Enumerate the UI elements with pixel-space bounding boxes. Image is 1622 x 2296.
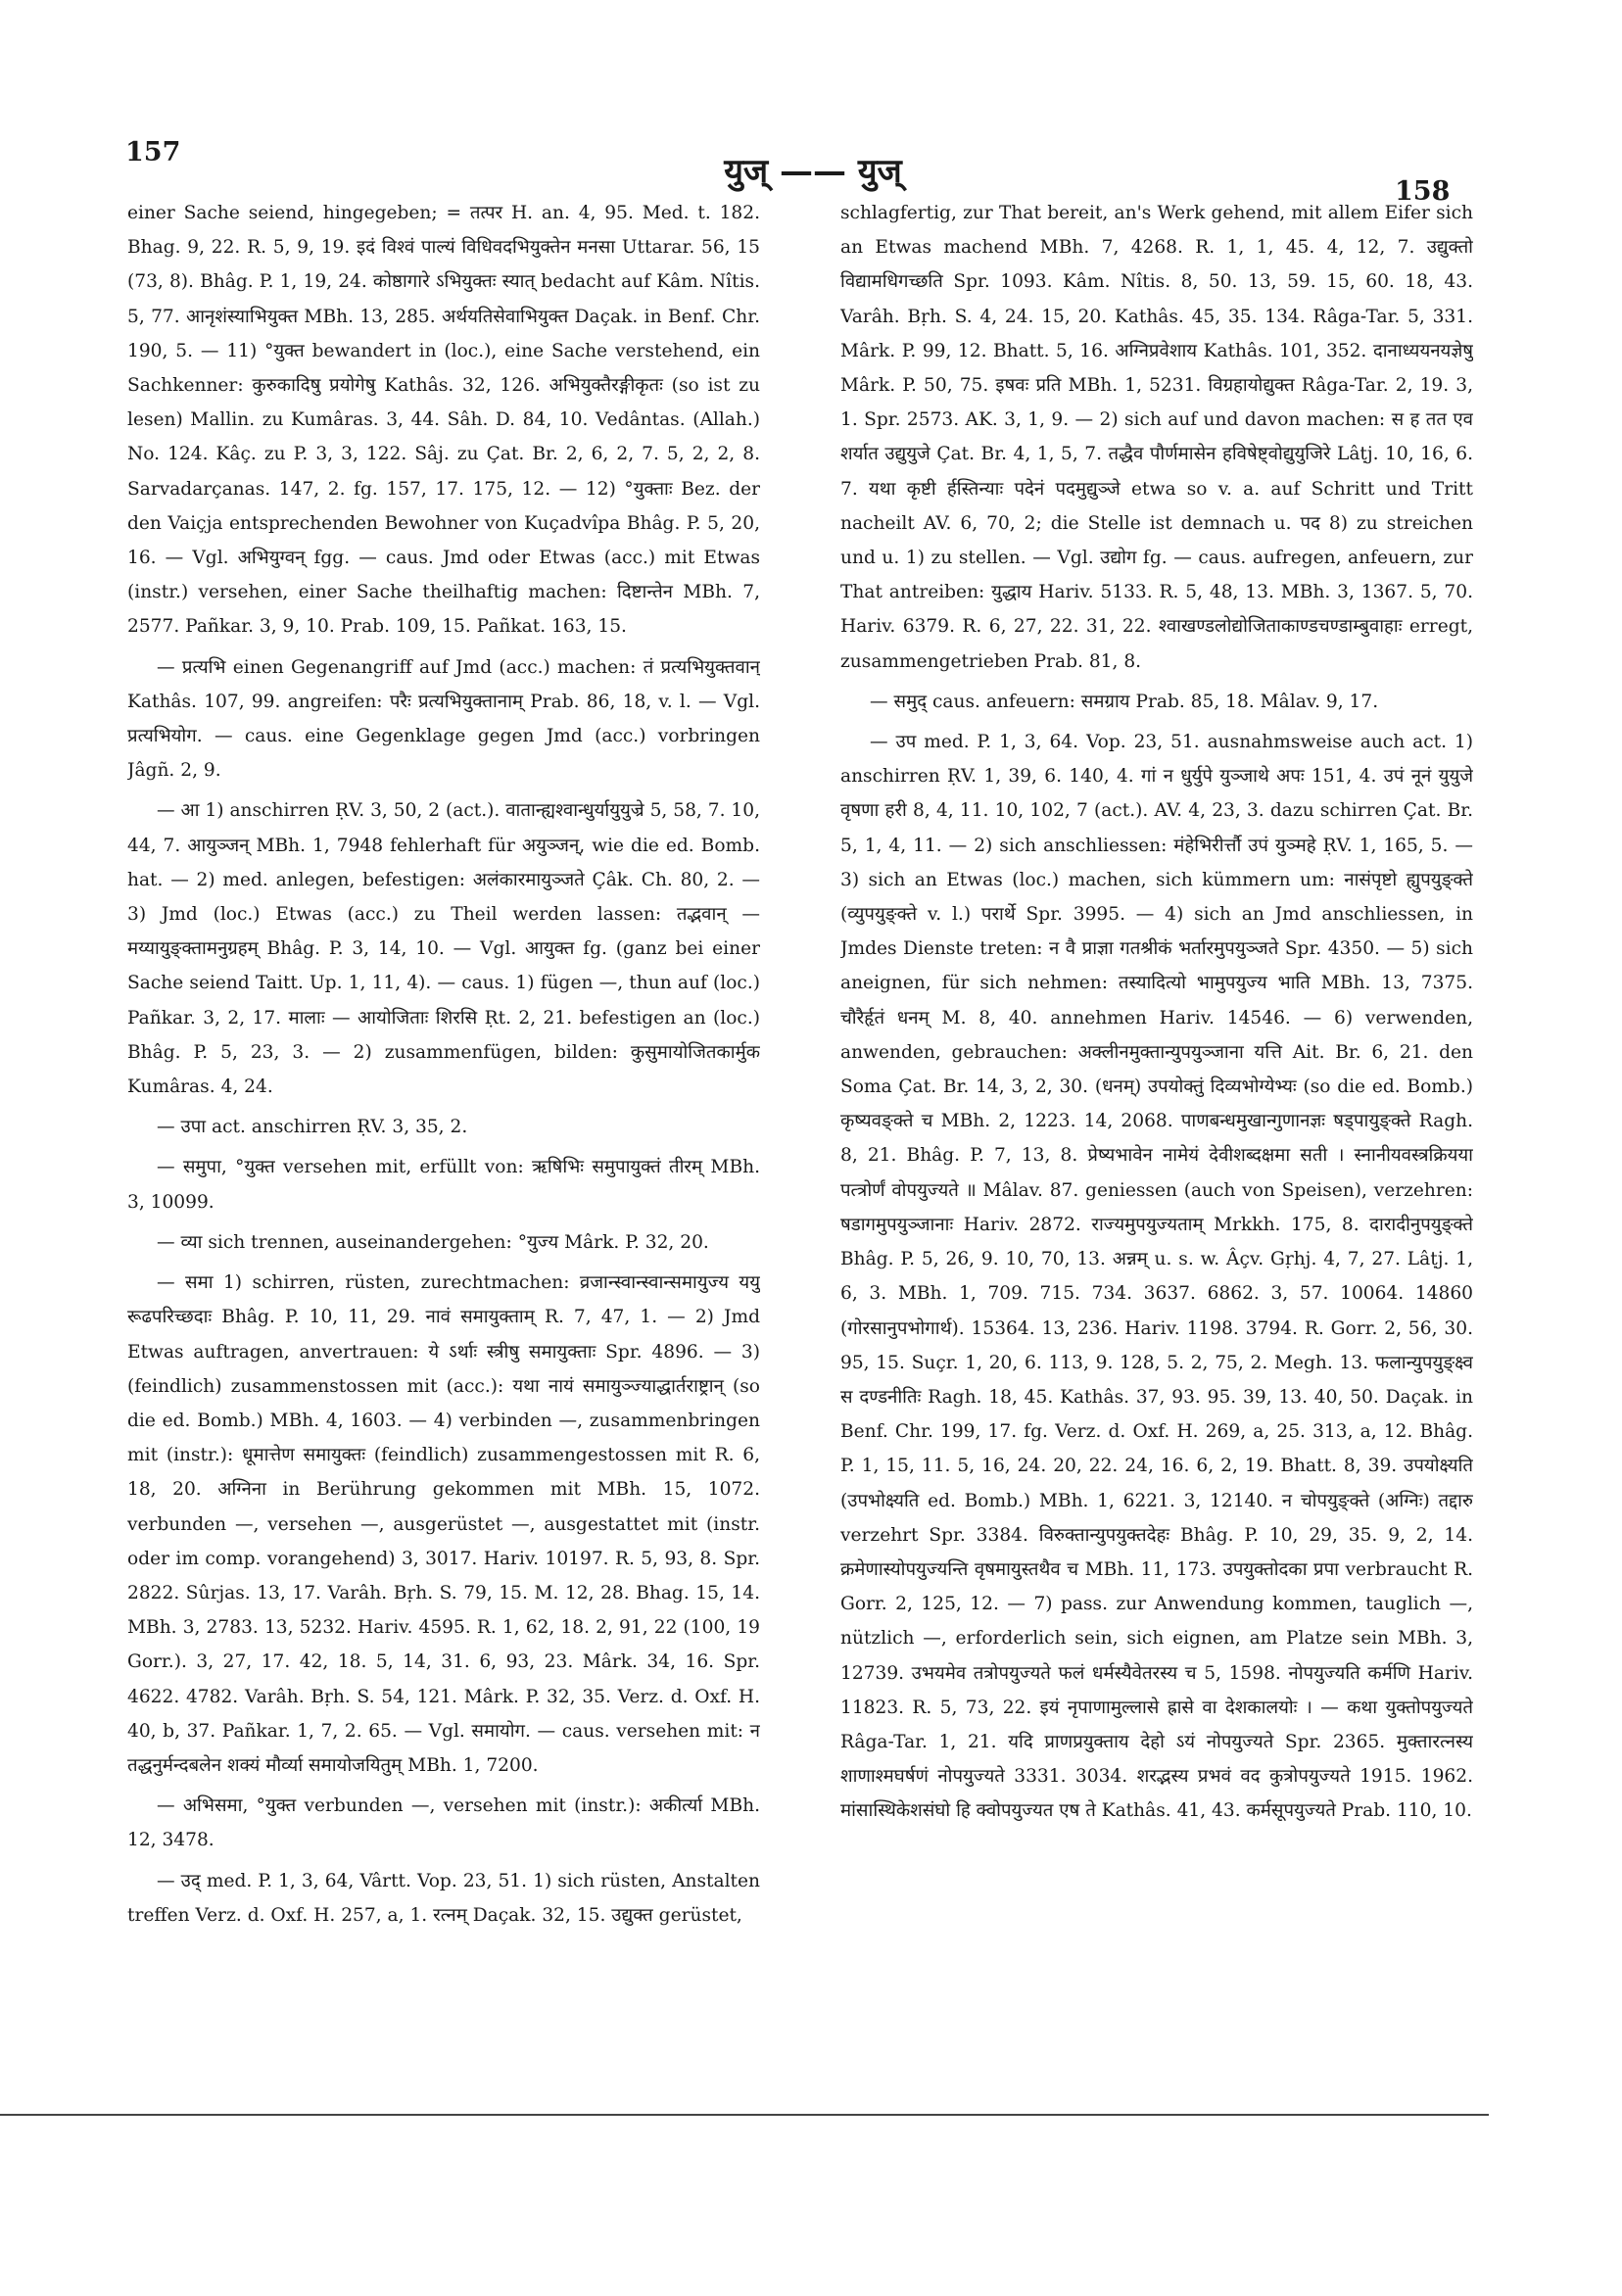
left-column (127, 196, 760, 1964)
page-number-left: 157 (125, 137, 181, 167)
entry-paragraph: — समुपा, °युक्त versehen mit, erfüllt von: ऋषिभिः समुपायुक्तं तीरम् MBh. 3, 10099. (127, 1157, 760, 1213)
entry-paragraph: — समा 1) schirren, rüsten, zurechtmachen: व्रजान्स्वान्स्वान्समायुज्य ययु रूढपरिच्छदाः Bhâg. P. 10, 11, 29. नावं समायुक्ताम् R. 7, 47, 1. — 2) Jmd Etwas auftragen, anvertrauen: ये ऽर्थाः स्त्रीषु समायुक्ताः Spr. 4896. — 3) (feindlich) zusammenstossen mit (acc.): यथा नायं समायुञ्ज्याद्धार्तराष्ट्रान् (so die ed. Bomb.) MBh. 4, 1603. — 4) verbinden —, zusammenbringen mit (instr.): धूमात्तेण समायुक्तः (feindlich) zusammengestossen mit R. 6, 18, 20. अग्निना in Berührung gekommen mit MBh. 15, 1072. verbunden —, versehen —, ausgerüstet —, ausgestattet mit (instr. oder im comp. vorangehend) 3, 3017. Hariv. 10197. R. 5, 93, 8. Spr. 2822. Sûrjas. 13, 17. Varâh. Bṛh. S. 79, 15. M. 12, 28. Bhag. 15, 14. MBh. 3, 2783. 13, 5232. Hariv. 4595. R. 1, 62, 18. 2, 91, 22 (100, 19 Gorr.). 3, 27, 17. 42, 18. 5, 14, 31. 6, 93, 23. Mârk. 34, 16. Spr. 4622. 4782. Varâh. Bṛh. S. 54, 121. Mârk. P. 32, 35. Verz. d. Oxf. H. 40, b, 37. Pañkar. 1, 7, 2. 65. — Vgl. समायोग. — caus. versehen mit: न तद्धनुर्मन्दबलेन शक्यं मौर्व्या समायोजयितुम् MBh. 1, 7200. (127, 1272, 760, 1776)
entry-paragraph: einer Sache seiend, hingegeben; = तत्पर H. an. 4, 95. Med. t. 182. Bhag. 9, 22. R. 5, 9, 19. इदं विश्वं पाल्यं विधिवदभियुक्तेन मनसा Uttarar. 56, 15 (73, 8). Bhâg. P. 1, 19, 24. कोष्ठागारे ऽभियुक्तः स्यात् bedacht auf Kâm. Nîtis. 5, 77. आनृशंस्याभियुक्त MBh. 13, 285. अर्थयतिसेवाभियुक्त Daçak. in Benf. Chr. 190, 5. — 11) °युक्त bewandert in (loc.), eine Sache verstehend, ein Sachkenner: कुरुकादिषु प्रयोगेषु Kathâs. 32, 126. अभियुक्तैरङ्गीकृतः (so ist zu lesen) Mallin. zu Kumâras. 3, 44. Sâh. D. 84, 10. Vedântas. (Allah.) No. 124. Kâç. zu P. 3, 3, 122. Sâj. zu Çat. Br. 2, 6, 2, 7. 5, 2, 2, 8. Sarvadarçanas. 147, 2. fg. 157, 17. 175, 12. — 12) °युक्ताः Bez. der den Vaiçja entsprechenden Bewohner von Kuçadvîpa Bhâg. P. 5, 20, 16. — Vgl. अभियुग्वन् fgg. — caus. Jmd oder Etwas (acc.) mit Etwas (instr.) versehen, einer Sache theilhaftig machen: दिष्टान्तेन MBh. 7, 2577. Pañkar. 3, 9, 10. Prab. 109, 15. Pañkat. 163, 15. (127, 203, 760, 638)
page-number-right: 158 (1395, 176, 1451, 207)
entry-paragraph: schlagfertig, zur That bereit, an's Werk gehend, mit allem Eifer sich an Etwas machend MBh. 7, 4268. R. 1, 1, 45. 4, 12, 7. उद्युक्तो विद्यामधिगच्छति Spr. 1093. Kâm. Nîtis. 8, 50. 13, 59. 15, 60. 18, 43. Varâh. Bṛh. S. 4, 24. 15, 20. Kathâs. 45, 35. 134. Râga-Tar. 5, 331. Mârk. P. 99, 12. Bhatt. 5, 16. अग्निप्रवेशाय Kathâs. 101, 352. दानाध्ययनयज्ञेषु Mârk. P. 50, 75. इषवः प्रति MBh. 1, 5231. विग्रहायोद्युक्त Râga-Tar. 2, 19. 3, 1. Spr. 2573. AK. 3, 1, 9. — 2) sich auf und davon machen: स ह तत एव शर्यात उद्युयुजे Çat. Br. 4, 1, 5, 7. तद्धैव पौर्णमासेन हविषेष्ट्वोद्युयुजिरे Lâṭj. 10, 16, 6. 7. यथा कृष्टी र्हस्तिन्याः पदेनं पदमुद्युञ्जे etwa so v. a. auf Schritt und Tritt nacheilt AV. 6, 70, 2; die Stelle ist demnach u. पद 8) zu streichen und u. 1) zu stellen. — Vgl. उद्योग fg. — caus. aufregen, anfeuern, zur That antreiben: युद्धाय Hariv. 5133. R. 5, 48, 13. MBh. 3, 1367. 5, 70. Hariv. 6379. R. 6, 27, 22. 31, 22. श्वाखण्डलोद्योजिताकाण्डचण्डाम्बुवाहाः erregt, zusammengetrieben Prab. 81, 8. (840, 203, 1473, 672)
running-headword: युज् —— युज् (724, 152, 902, 191)
entry-paragraph: — अभिसमा, °युक्त verbunden —, versehen mit (instr.): अकीर्त्या MBh. 12, 3478. (127, 1795, 760, 1851)
entry-paragraph: — उपा act. anschirren ṚV. 3, 35, 2. (157, 1117, 468, 1138)
entry-paragraph: — समुद् caus. anfeuern: समग्राय Prab. 85, 18. Mâlav. 9, 17. (870, 691, 1379, 712)
bottom-rule (0, 2114, 1489, 2116)
entry-paragraph: — आ 1) anschirren ṚV. 3, 50, 2 (act.). वातान्ह्यश्वान्धुर्यायुयुज्रे 5, 58, 7. 10, 44, 7. आयुञ्जन् MBh. 1, 7948 fehlerhaft für अयुञ्जन्, wie die ed. Bomb. hat. — 2) med. anlegen, befestigen: अलंकारमायुञ्जते Çâk. Ch. 80, 2. — 3) Jmd (loc.) Etwas (acc.) zu Theil werden lassen: तद्भवान् — मय्यायुङ्क्तामनुग्रहम् Bhâg. P. 3, 14, 10. — Vgl. आयुक्त fg. (ganz bei einer Sache seiend Taitt. Up. 1, 11, 4). — caus. 1) fügen —, thun auf (loc.) Pañkar. 3, 2, 17. मालाः — आयोजिताः शिरसि Ṛt. 2, 21. befestigen an (loc.) Bhâg. P. 5, 23, 3. — 2) zusammenfügen, bilden: कुसुमायोजितकार्मुक Kumâras. 4, 24. (127, 800, 760, 1098)
right-column (840, 196, 1473, 1964)
entry-paragraph: — व्या sich trennen, auseinandergehen: °युज्य Mârk. P. 32, 20. (157, 1231, 709, 1253)
entry-paragraph: — उप med. P. 1, 3, 64. Vop. 23, 51. ausnahmsweise auch act. 1) anschirren ṚV. 1, 39, 6. 140, 4. गां न धुर्युपे युञ्जाथे अपः 151, 4. उपं नूनं युयुजे वृषणा हरी 8, 4, 11. 10, 102, 7 (act.). AV. 4, 23, 3. dazu schirren Çat. Br. 5, 1, 4, 11. — 2) sich anschliessen: मंहेभिरीर्त्तौ उपं युञ्महे ṚV. 1, 165, 5. — 3) sich an Etwas (loc.) machen, sich kümmern um: नासंपृष्टो ह्युपयुङ्क्ते (व्युपयुङ्क्ते v. l.) परार्थे Spr. 3995. — 4) sich an Jmd anschliessen, in Jmdes Dienste treten: न वै प्राज्ञा गतश्रीकं भर्तारमुपयुञ्जते Spr. 4350. — 5) sich aneignen, für sich nehmen: तस्यादित्यो भामुपयुज्य भाति MBh. 13, 7375. चौरैर्हृतं धनम् M. 8, 40. annehmen Hariv. 14546. — 6) verwenden, anwenden, gebrauchen: अक्लीनमुक्तान्युपयुञ्जाना यत्ति Ait. Br. 6, 21. den Soma Çat. Br. 14, 3, 2, 30. (धनम्) उपयोक्तुं दिव्यभोग्येभ्यः (so die ed. Bomb.) कृष्यवङ्क्ते च MBh. 2, 1223. 14, 2068. पाणबन्धमुखान्गुणानज्ञः षड्पायुङ्क्ते Ragh. 8, 21. Bhâg. P. 7, 13, 8. प्रेष्यभावेन नामेयं देवीशब्दक्षमा सती । स्नानीयवस्त्रक्रियया पत्त्रोर्णं वोपयुज्यते ॥ Mâlav. 87. geniessen (auch von Speisen), verzehren: षडागमुपयुञ्जानाः Hariv. 2872. राज्यमुपयुज्यताम् Mrkkh. 175, 8. दारादीनुपयुङ्क्ते Bhâg. P. 5, 26, 9. 10, 70, 13. अन्नम् u. s. w. Âçv. Gṛhj. 4, 7, 27. Lâṭj. 1, 6, 3. MBh. 1, 709. 715. 734. 3637. 6862. 3, 57. 10064. 14860 (गोरसानुपभोगार्थ). 15364. 13, 236. Hariv. 1198. 3794. R. Gorr. 2, 56, 30. 95, 15. Suçr. 1, 20, 6. 113, 9. 128, 5. 2, 75, 2. Megh. 13. फलान्युपयुङ्क्ष्व स दण्डनीतिः Ragh. 18, 45. Kathâs. 37, 93. 95. 39, 13. 40, 50. Daçak. in Benf. Chr. 199, 17. fg. Verz. d. Oxf. H. 269, a, 25. 313, a, 12. Bhâg. P. 1, 15, 11. 5, 16, 24. 20, 22. 24, 16. 6, 2, 19. Bhatt. 8, 39. उपयोक्ष्यति (उपभोक्ष्यति ed. Bomb.) MBh. 1, 6221. 3, 12140. न चोपयुङ्क्ते (अग्निः) तद्दारु verzehrt Spr. 3384. विरुक्तान्युपयुक्तदेहः Bhâg. P. 10, 29, 35. 9, 2, 14. क्रमेणास्योपयुज्यन्ति वृषमायुस्तथैव च MBh. 11, 173. उपयुक्तोदका प्रपा verbraucht R. Gorr. 2, 125, 12. — 7) pass. zur Anwendung kommen, tauglich —, nützlich —, erforderlich sein, sich eignen, am Platze sein MBh. 3, 12739. उभयमेव तत्रोपयुज्यते फलं धर्मस्यैवेतरस्य च 5, 1598. नोपयुज्यति कर्मणि Hariv. 11823. R. 5, 73, 22. इयं नृपाणामुल्लासे ह्रासे वा देशकालयोः । — कथा युक्तोपयुज्यते Râga-Tar. 1, 21. यदि प्राणप्रयुक्ताय देहो ऽयं नोपयुज्यते Spr. 2365. मुक्तारत्नस्य शाणाश्मघर्षणं नोपयुज्यते 3331. 3034. शरद्भस्य प्रभवं वद कुत्रोपयुज्यते 1915. 1962. मांसास्थिकेशसंघो हि क्वोपयुज्यत एष ते Kathâs. 41, 43. कर्मसूपयुज्यते Prab. 110, 10. (840, 732, 1473, 1822)
entry-paragraph: — उद् med. P. 1, 3, 64, Vârtt. Vop. 23, 51. 1) sich rüsten, Anstalten treffen Verz. d. Oxf. H. 257, a, 1. रत्नम् Daçak. 32, 15. उद्युक्त gerüstet, (127, 1870, 760, 1926)
entry-paragraph: — प्रत्यभि einen Gegenangriff auf Jmd (acc.) machen: तं प्रत्यभियुक्तवान् Kathâs. 107, 99. angreifen: परैः प्रत्यभियुक्तानाम् Prab. 86, 18, v. l. — Vgl. प्रत्यभियोग. — caus. eine Gegenklage gegen Jmd (acc.) vorbringen Jâgñ. 2, 9. (127, 656, 760, 782)
